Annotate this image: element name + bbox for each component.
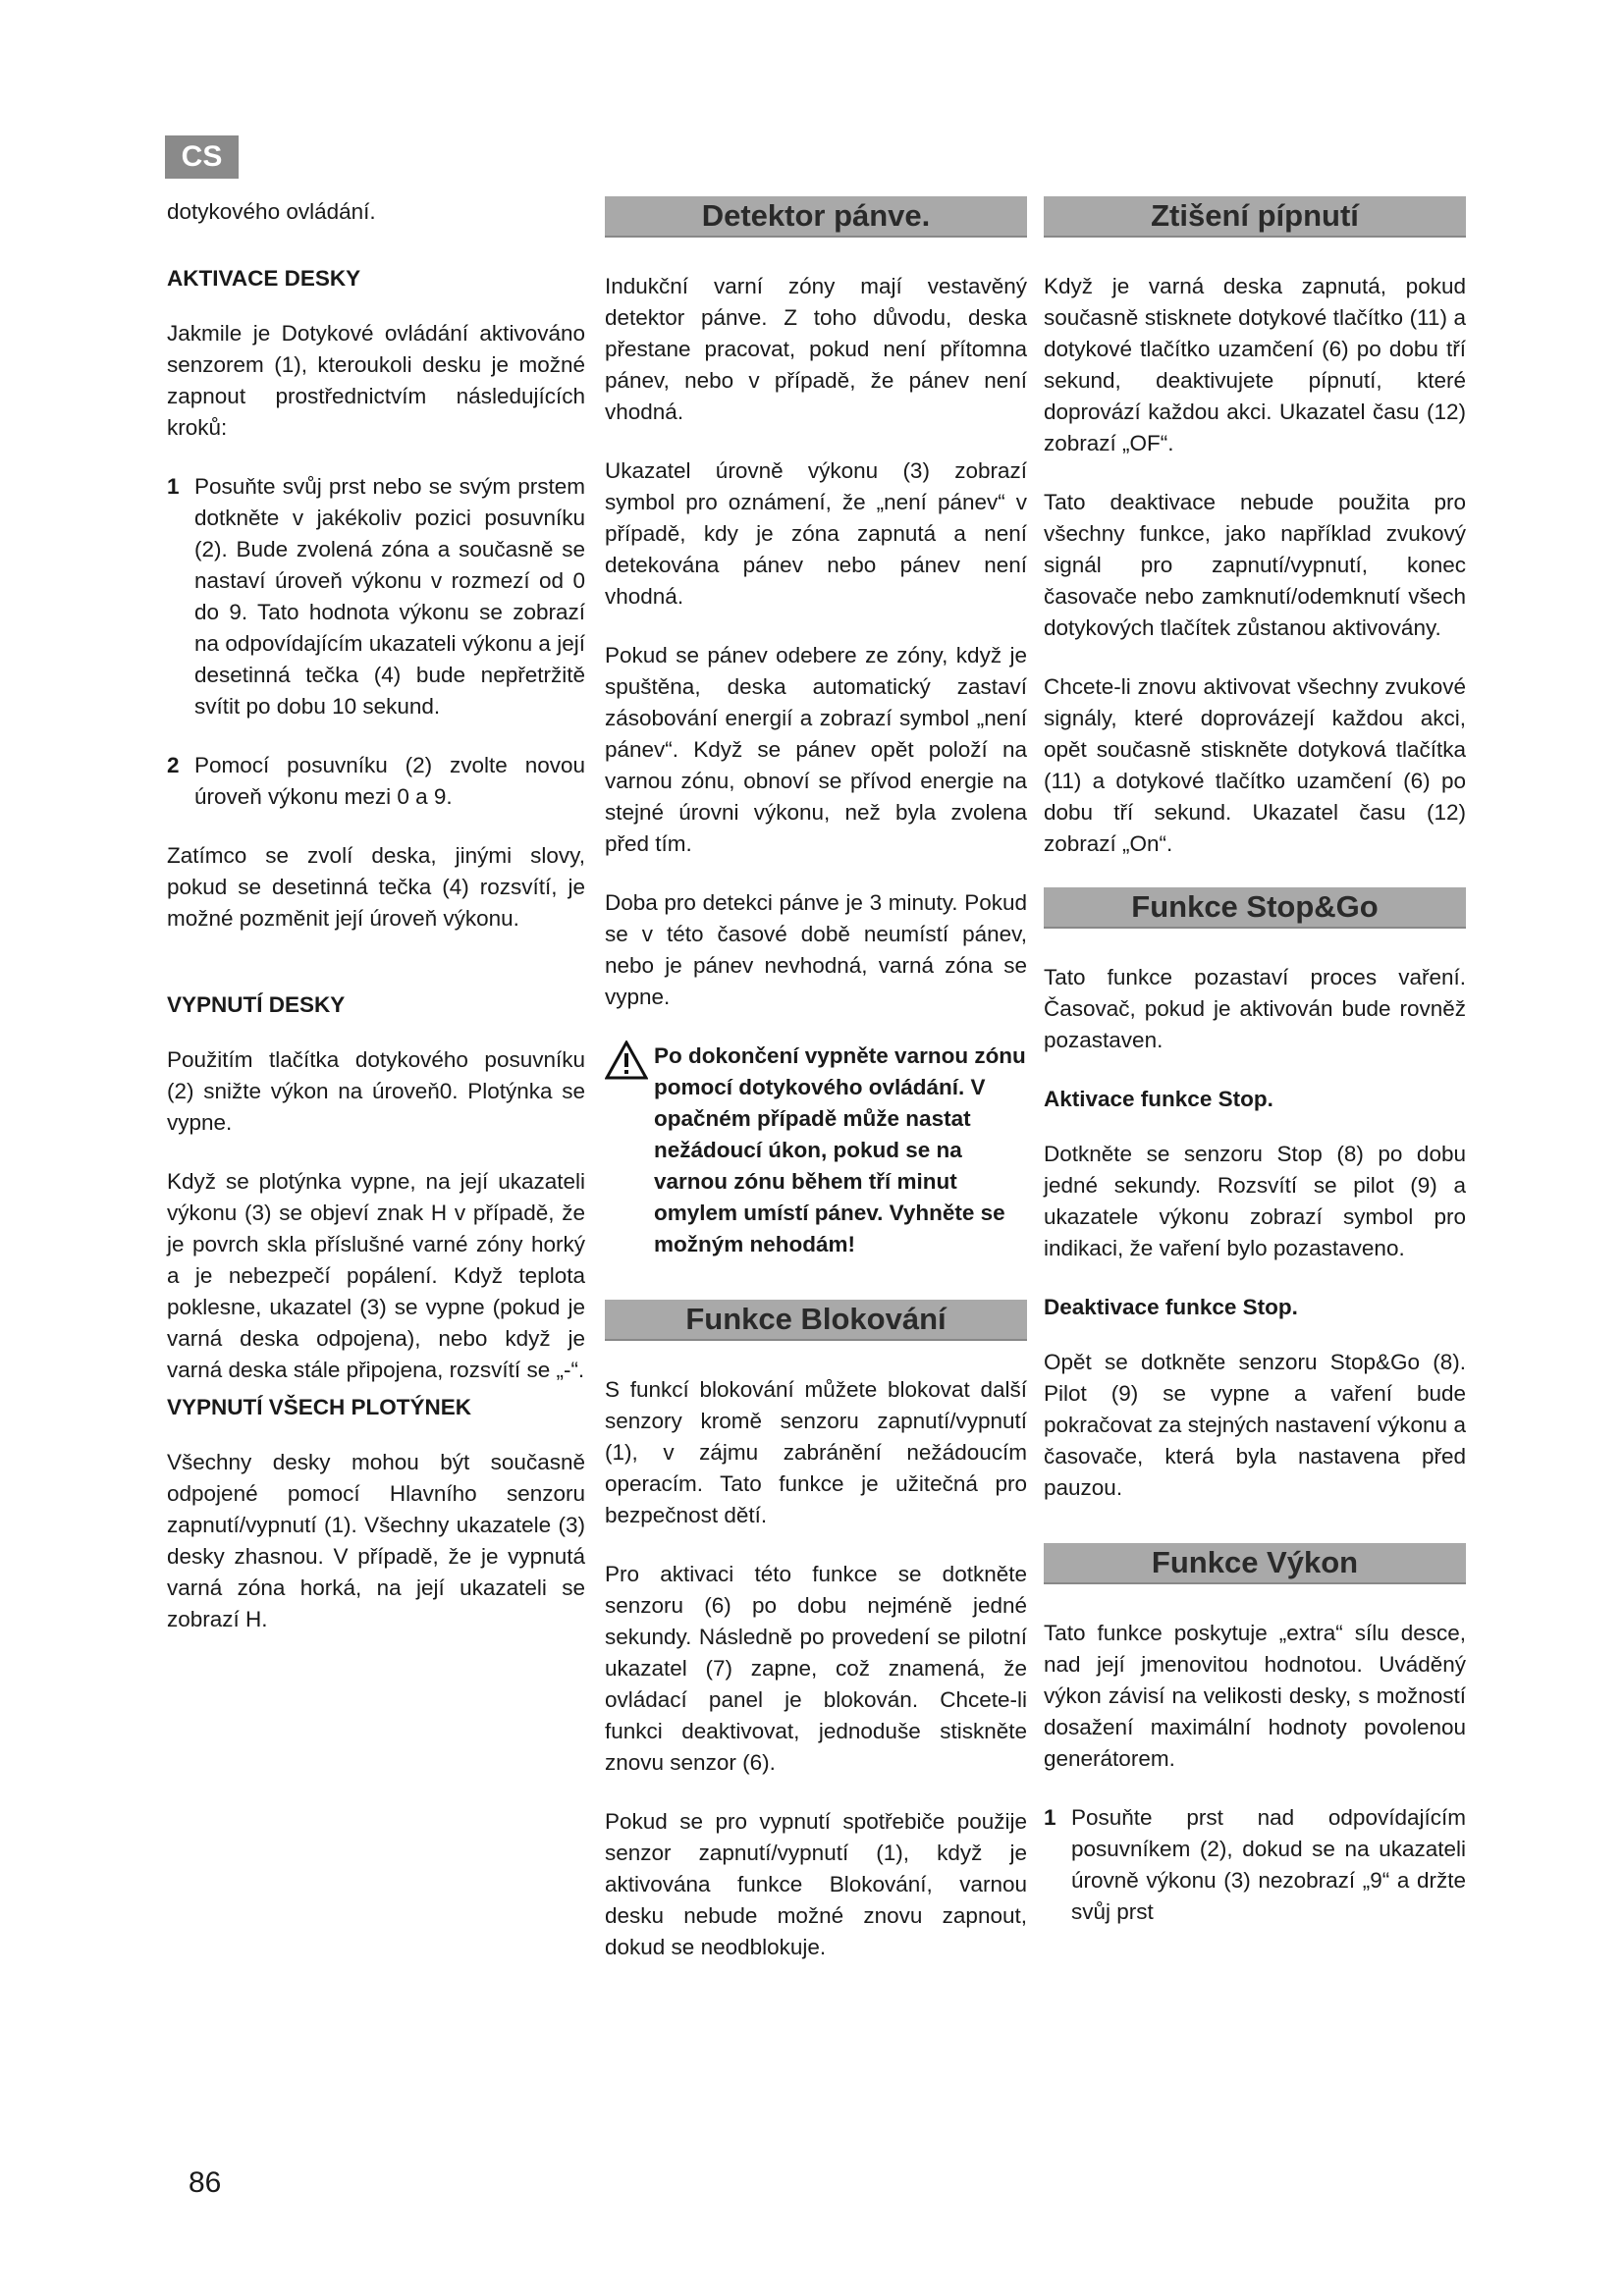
step-1	[167, 471, 585, 722]
zatimco-text: Zatímco se zvolí deska, jinými slovy, pokud se desetinná tečka (4) rozsvítí, je možné pozměnit její úroveň výkonu.	[167, 843, 585, 931]
page-number: 86	[189, 2166, 222, 2199]
kdyz-text: Když se plotýnka vypne, na její ukazateli výkonu (3) se objeví znak H v případě, že je povrch skla příslušné varné zóny horký a je nebezpečí popálení. Když teplota poklesne, ukazatel (3) se vypne (pokud je varná deska odpojena), nebo když je varná deska stále připojena, rozsvítí se „-“.	[167, 1169, 585, 1382]
column-middle	[605, 196, 1027, 1991]
blokovani-text-3: Pokud se pro vypnutí spotřebiče použije senzor zapnutí/vypnutí (1), když je aktivována funkce Blokování, varnou desku nebude možné znovu zapnout, dokud se neodblokuje.	[605, 1809, 1027, 1959]
ztiseni-text-3: Chcete-li znovu aktivovat všechny zvukové signály, které doprovázejí každou akci, opět současně stiskněte dotyková tlačítka (11) a dotykové tlačítko uzamčení (6) po dobu tří sekund. Ukazatel času (12) zobrazí „On“.	[1044, 674, 1466, 856]
heading-deaktivace-stop: Deaktivace funkce Stop.	[1044, 1295, 1298, 1319]
heading-vypnuti: VYPNUTÍ DESKY	[167, 992, 346, 1017]
step-1-text: Posuňte svůj prst nebo se svým prstem dotkněte v jakékoliv pozici posuvníku (2). Bude zvolená zóna a současně se nastaví úroveň výkonu v rozmezí od 0 do 9. Tato hodnota výkonu se zobrazí na odpovídajícím ukazateli výkonu a její desetinná tečka (4) bude nepřetržitě svítit po dobu 10 sekund.	[194, 474, 585, 719]
vykon-step-1	[1044, 1802, 1466, 1928]
detektor-title: Detektor pánve.	[605, 196, 1027, 238]
vykon-text-1: Tato funkce poskytuje „extra“ sílu desce, nad její jmenovitou hodnotou. Uváděný výkon závisí na velikosti desky, s možností dosažení maximální hodnoty povolenou generátorem.	[1044, 1621, 1466, 1771]
blokovani-title: Funkce Blokování	[605, 1300, 1027, 1341]
column-left	[167, 196, 585, 1663]
language-badge: CS	[165, 135, 239, 179]
stopgo-text-3: Opět se dotkněte senzoru Stop&Go (8). Pilot (9) se vypne a vaření bude pokračovat za stejných nastavení výkonu a časovače, která byla nastavena před pauzou.	[1044, 1350, 1466, 1500]
warning-text: Po dokončení vypněte varnou zónu pomocí dotykového ovládání. V opačném případě může nastat nežádoucí úkon, pokud se na varnou zónu během tří minut omylem umístí pánev. Vyhněte se možným nehodám!	[654, 1043, 1026, 1256]
stopgo-text-2: Dotkněte se senzoru Stop (8) po dobu jedné sekundy. Rozsvítí se pilot (9) a ukazatele výkonu zobrazí symbol pro indikaci, že vaření bylo pozastaveno.	[1044, 1142, 1466, 1260]
stopgo-text-1: Tato funkce pozastaví proces vaření. Časovač, pokud je aktivován bude rovněž pozastaven.	[1044, 965, 1466, 1052]
ztiseni-text-1: Když je varná deska zapnutá, pokud současně stisknete dotykové tlačítko (11) a dotykové tlačítko uzamčení (6) po dobu tří sekund, deaktivujete pípnutí, které doprovází každou akci. Ukazatel času (12) zobrazí „OF“.	[1044, 274, 1466, 455]
step-2-text: Pomocí posuvníku (2) zvolte novou úroveň výkonu mezi 0 a 9.	[194, 753, 585, 809]
detektor-text-2: Ukazatel úrovně výkonu (3) zobrazí symbol pro oznámení, že „není pánev“ v případě, kdy je zóna zapnutá a není detekována pánev nebo pánev není vhodná.	[605, 458, 1027, 609]
vypnuti-text: Použitím tlačítka dotykového posuvníku (2) snižte výkon na úroveň0. Plotýnka se vypne.	[167, 1047, 585, 1135]
aktivace-text: Jakmile je Dotykové ovládání aktivováno senzorem (1), kteroukoli desku je možné zapnout prostřednictvím následujících kroků:	[167, 321, 585, 440]
vse-text: Všechny desky mohou být současně odpojené pomocí Hlavního senzoru zapnutí/vypnutí (1). Všechny ukazatele (3) desky zhasnou. V případě, že je vypnutá varná zóna horká, na její ukazateli se zobrazí H.	[167, 1450, 585, 1631]
intro-text: dotykového ovládání.	[167, 199, 376, 224]
column-right	[1044, 196, 1466, 1955]
detektor-text-4: Doba pro detekci pánve je 3 minuty. Pokud se v této časové době neumístí pánev, nebo je pánev nevhodná, varná zóna se vypne.	[605, 890, 1027, 1009]
heading-aktivace-stop: Aktivace funkce Stop.	[1044, 1087, 1273, 1111]
step-1-number: 1	[167, 474, 180, 499]
ztiseni-text-2: Tato deaktivace nebude použita pro všechny funkce, jako například zvukový signál pro zapnutí/vypnutí, konec časovače nebo zamknutí/odemknutí všech dotykových tlačítek zůstanou aktivovány.	[1044, 490, 1466, 640]
vykon-step-number: 1	[1044, 1805, 1056, 1830]
warning-block	[605, 1041, 1027, 1260]
step-2-number: 2	[167, 753, 180, 777]
detektor-text-1: Indukční varní zóny mají vestavěný detektor pánve. Z toho důvodu, deska přestane pracovat, pokud není přítomna pánev, nebo v případě, že pánev není vhodná.	[605, 274, 1027, 424]
vykon-title: Funkce Výkon	[1044, 1543, 1466, 1584]
detektor-text-3: Pokud se pánev odebere ze zóny, když je spuštěna, deska automatický zastaví zásobování energií a zobrazí symbol „není pánev“. Když se pánev opět položí na varnou zónu, obnoví se přívod energie na stejné úrovni výkonu, než byla zvolena před tím.	[605, 643, 1027, 856]
step-2	[167, 750, 585, 813]
vykon-step-text: Posuňte prst nad odpovídajícím posuvníkem (2), dokud se na ukazateli úrovně výkonu (3) nezobrazí „9“ a držte svůj prst	[1071, 1805, 1466, 1924]
warning-icon	[605, 1041, 648, 1080]
heading-vypnuti-vsech: VYPNUTÍ VŠECH PLOTÝNEK	[167, 1395, 472, 1419]
blokovani-text-2: Pro aktivaci této funkce se dotkněte senzoru (6) po dobu nejméně jedné sekundy. Následně po provedení se pilotní ukazatel (7) zapne, což znamená, že ovládací panel je blokován. Chcete-li funkci deaktivovat, jednoduše stiskněte znovu senzor (6).	[605, 1562, 1027, 1775]
ztiseni-title: Ztišení pípnutí	[1044, 196, 1466, 238]
stopgo-title: Funkce Stop&Go	[1044, 887, 1466, 929]
heading-aktivace: AKTIVACE DESKY	[167, 266, 361, 291]
blokovani-text-1: S funkcí blokování můžete blokovat další senzory kromě senzoru zapnutí/vypnutí (1), v zájmu zabránění nežádoucím operacím. Tato funkce je užitečná pro bezpečnost dětí.	[605, 1377, 1027, 1527]
